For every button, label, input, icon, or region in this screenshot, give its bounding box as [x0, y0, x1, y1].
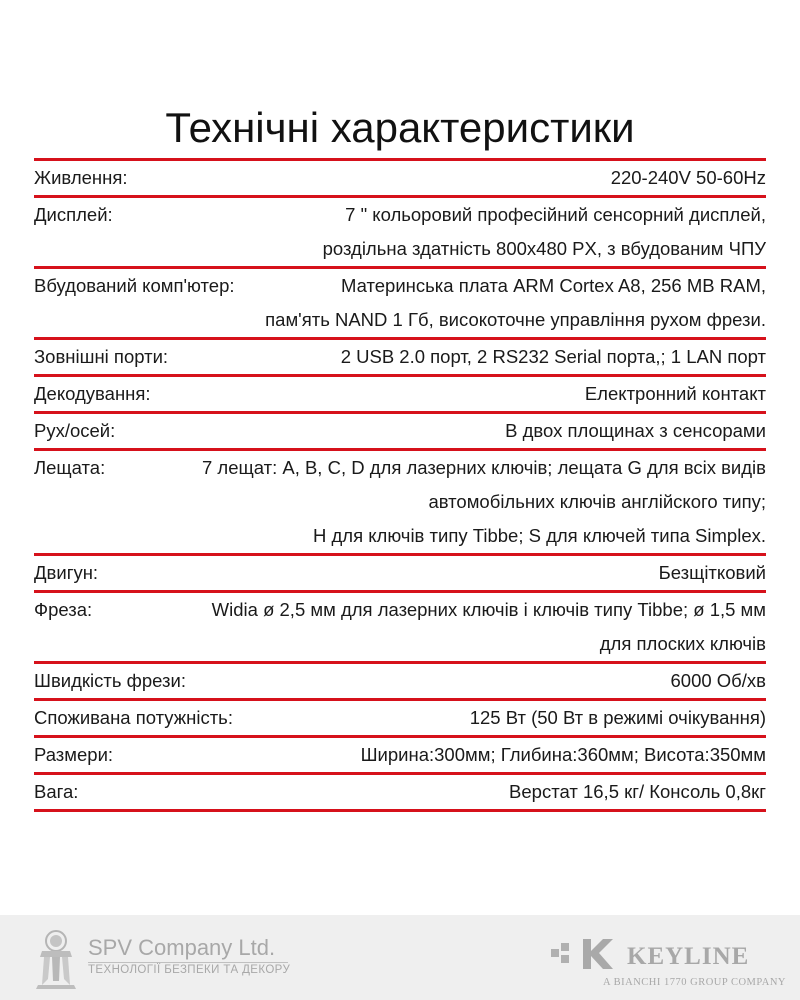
- spec-label: Дисплей:: [34, 204, 113, 225]
- spec-row-motor: [34, 556, 766, 590]
- spec-row-ports: [34, 340, 766, 374]
- spec-value: Widia ø 2,5 мм для лазерних ключів і ключів типу Tibbe; ø 1,5 мм: [211, 599, 766, 620]
- keyline-name: KEYLINE: [627, 943, 750, 970]
- spec-value: для плоских ключів: [599, 633, 766, 654]
- spv-tagline: ТЕХНОЛОГІЇ БЕЗПЕКИ ТА ДЕКОРУ: [88, 964, 291, 976]
- spv-underline: [88, 962, 288, 963]
- keyline-logo-icon: [547, 937, 627, 971]
- spec-value: Верстат 16,5 кг/ Консоль 0,8кг: [509, 781, 766, 802]
- spec-value: 220-240V 50-60Hz: [610, 167, 766, 188]
- spec-row-dimensions: [34, 738, 766, 772]
- spec-row-jaws-cont: [34, 519, 766, 553]
- spec-row-cutter-cont: [34, 627, 766, 661]
- keyline-tagline: A BIANCHI 1770 GROUP COMPANY: [603, 977, 786, 988]
- spec-value: 125 Вт (50 Вт в режимі очікування): [469, 707, 766, 728]
- spec-label: Размери:: [34, 744, 114, 765]
- spec-row-computer-cont: [34, 303, 766, 337]
- spec-value: 7 " кольоровий професійний сенсорний дисплей,: [345, 204, 766, 225]
- spec-label: Швидкість фрези:: [34, 670, 186, 691]
- spv-logo-icon: [32, 929, 80, 989]
- spec-value: роздільна здатність 800x480 PX, з вбудованим ЧПУ: [322, 238, 766, 259]
- spec-value: 6000 Об/хв: [670, 670, 766, 691]
- spec-value: Ширина:300мм; Глибина:360мм; Висота:350мм: [360, 744, 766, 765]
- spec-label: Рух/осей:: [34, 420, 116, 441]
- spec-row-motion: [34, 414, 766, 448]
- spec-row-decoding: [34, 377, 766, 411]
- spec-row-cutter: [34, 593, 766, 627]
- spec-value: автомобільних ключів англійского типу;: [428, 491, 766, 512]
- spec-value: H для ключів типу Tibbe; S для ключей типа Simplex.: [313, 525, 766, 546]
- spec-row-power: [34, 161, 766, 195]
- specs-table: [34, 158, 766, 812]
- spec-label: Декодування:: [34, 383, 151, 404]
- spec-value: 2 USB 2.0 порт, 2 RS232 Serial порта,; 1 LAN порт: [340, 346, 766, 367]
- spec-row-weight: [34, 775, 766, 809]
- page-title: Технічні характеристики: [165, 104, 635, 151]
- spec-label: Споживана потужність:: [34, 707, 233, 728]
- spec-value: Материнська плата ARM Cortex A8, 256 MB RAM,: [340, 275, 766, 296]
- spec-row-jaws: [34, 451, 766, 485]
- spec-label: Зовнішні порти:: [34, 346, 169, 367]
- spec-value: 7 лещат: A, B, C, D для лазерних ключів; лещата G для всіх видів: [201, 457, 766, 478]
- spec-row-jaws-cont: [34, 485, 766, 519]
- spec-row-speed: [34, 664, 766, 698]
- spv-company-name: SPV Company Ltd.: [88, 935, 276, 960]
- spec-row-display-cont: [34, 232, 766, 266]
- spec-label: Живлення:: [34, 167, 128, 188]
- spec-label: Вбудований комп'ютер:: [34, 275, 235, 296]
- spec-row-display: [34, 198, 766, 232]
- spec-row-consumption: [34, 701, 766, 735]
- spec-value: пам'ять NAND 1 Гб, високоточне управління рухом фрези.: [265, 309, 766, 330]
- footer: [0, 915, 800, 1000]
- spec-label: Вага:: [34, 781, 79, 802]
- spec-label: Двигун:: [34, 562, 99, 583]
- spec-value: В двох площинах з сенсорами: [505, 420, 766, 441]
- spec-value: Безщітковий: [658, 562, 766, 583]
- spec-row-computer: [34, 269, 766, 303]
- spec-value: Електронний контакт: [584, 383, 766, 404]
- divider: [34, 809, 766, 812]
- spec-label: Лещата:: [34, 457, 106, 478]
- spec-label: Фреза:: [34, 599, 93, 620]
